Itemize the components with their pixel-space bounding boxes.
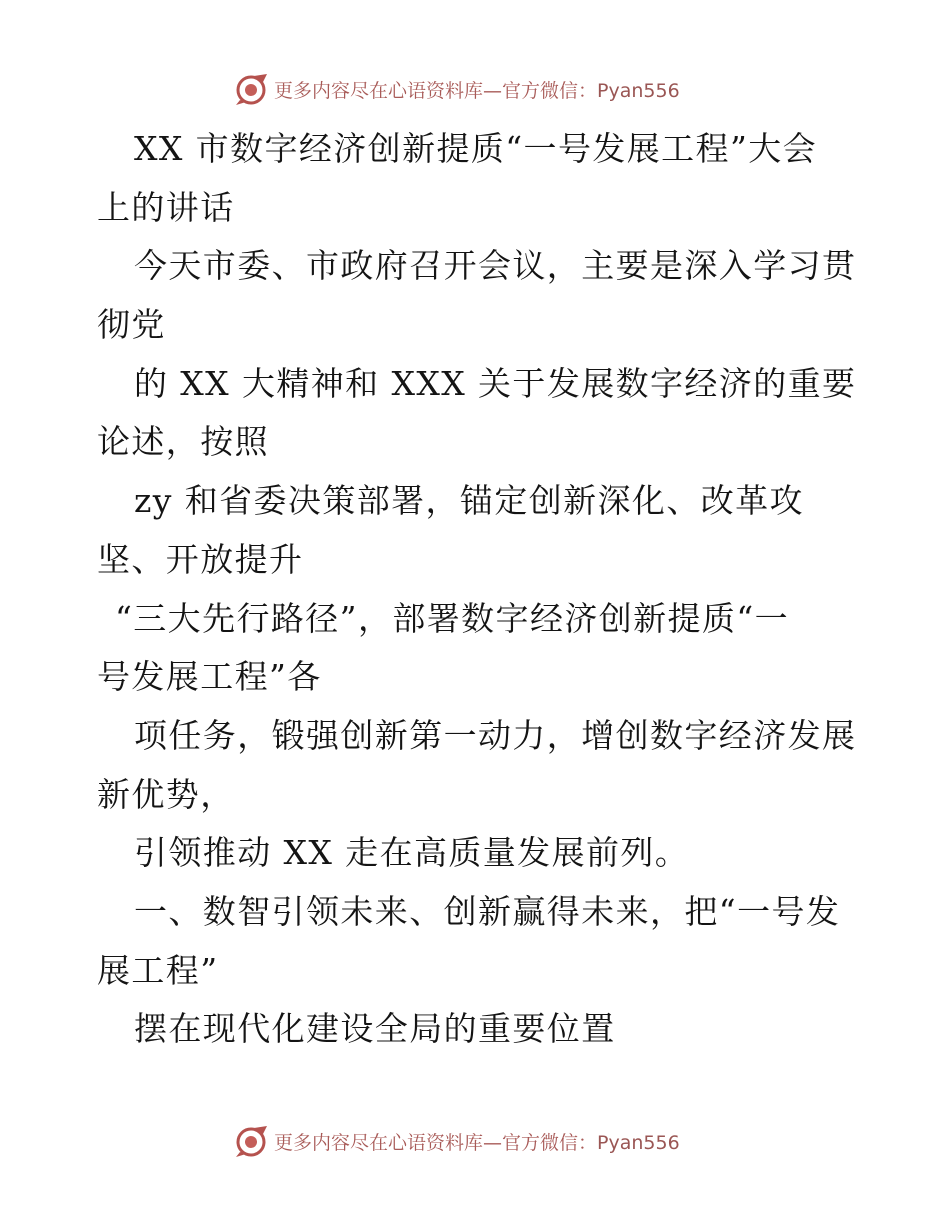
footer-watermark — [234, 1124, 680, 1158]
paragraph-line: 论述，按照 — [97, 422, 269, 462]
watermark-text: 更多内容尽在心语资料库—官方微信： — [274, 1131, 598, 1154]
seal-logo-icon — [234, 1124, 270, 1158]
section-heading-line: 摆在现代化建设全局的重要位置 — [134, 1009, 616, 1049]
document-body — [97, 120, 857, 1059]
paragraph-line: 新优势， — [97, 774, 235, 814]
watermark-wechat-id: Pyan556 — [597, 1131, 680, 1154]
header-watermark — [234, 72, 680, 106]
watermark-text: 更多内容尽在心语资料库—官方微信： — [274, 79, 598, 102]
paragraph-line: 彻党 — [97, 305, 166, 345]
paragraph-line: 号发展工程”各 — [97, 657, 322, 697]
paragraph-line: 坚、开放提升 — [97, 539, 304, 579]
paragraph-line: zy 和省委决策部署，锚定创新深化、改革攻 — [134, 481, 804, 521]
paragraph-line: 的 XX 大精神和 XXX 关于发展数字经济的重要 — [134, 363, 857, 403]
paragraph-line: “三大先行路径”，部署数字经济创新提质“一 — [115, 598, 790, 638]
section-heading-line: 一、数智引领未来、创新赢得未来，把“一号发 — [134, 891, 841, 931]
watermark-wechat-id: Pyan556 — [597, 79, 680, 102]
seal-logo-icon — [234, 72, 270, 106]
paragraph-line: 项任务，锻强创新第一动力，增创数字经济发展 — [134, 715, 857, 755]
paragraph-line: 引领推动 XX 走在高质量发展前列。 — [134, 833, 690, 873]
document-title-line: XX 市数字经济创新提质“一号发展工程”大会 — [134, 129, 818, 168]
section-heading-line: 展工程” — [97, 950, 219, 990]
paragraph-line: 今天市委、市政府召开会议，主要是深入学习贯 — [134, 246, 857, 286]
document-title-line: 上的讲话 — [97, 187, 235, 227]
